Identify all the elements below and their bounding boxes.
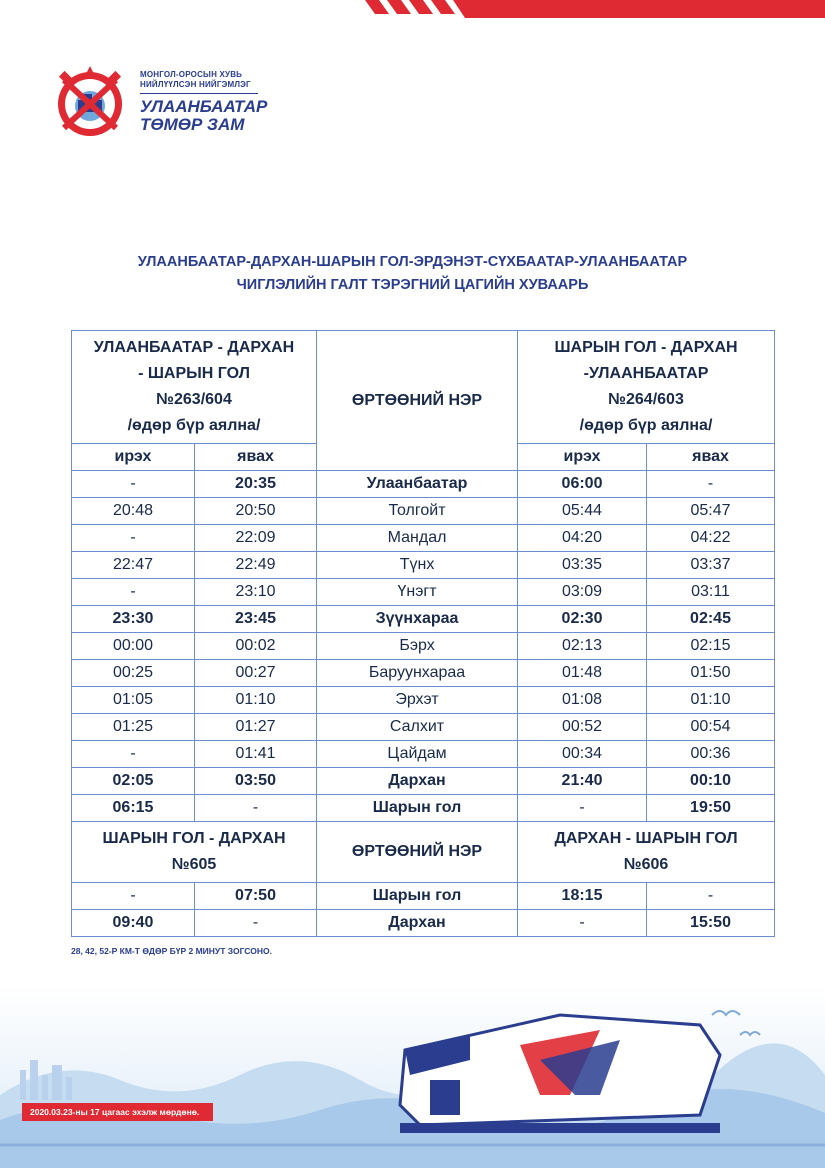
left-depart-header: явах	[195, 444, 317, 471]
right-arrive-time: -	[518, 910, 647, 937]
table-row	[72, 606, 775, 633]
second-right-train-number: №606	[623, 856, 669, 873]
left-arrive-time: 20:48	[72, 498, 195, 525]
page-title	[0, 251, 825, 297]
right-arrive-time: 18:15	[518, 883, 647, 910]
left-arrive-time: 00:00	[72, 633, 195, 660]
right-depart-time: 05:47	[647, 498, 775, 525]
second-header-row	[72, 822, 775, 883]
right-arrive-time: 03:09	[518, 579, 647, 606]
right-arrive-time: 05:44	[518, 498, 647, 525]
header-row	[72, 331, 775, 444]
left-arrive-header: ирэх	[72, 444, 195, 471]
left-arrive-time: -	[72, 883, 195, 910]
left-depart-time: 22:49	[195, 552, 317, 579]
table-row	[72, 795, 775, 822]
table-row	[72, 741, 775, 768]
station-name: Салхит	[317, 714, 518, 741]
station-name: Эрхэт	[317, 687, 518, 714]
railway-emblem-icon	[50, 62, 130, 142]
logo-line-1: МОНГОЛ-ОРОСЫН ХУВЬ	[140, 70, 243, 79]
left-depart-time: 23:10	[195, 579, 317, 606]
right-arrive-time: 02:13	[518, 633, 647, 660]
left-arrive-time: 06:15	[72, 795, 195, 822]
right-depart-time: 00:10	[647, 768, 775, 795]
station-name: Шарын гол	[317, 883, 518, 910]
title-line-1: УЛААНБААТАР-ДАРХАН-ШАРЫН ГОЛ-ЭРДЭНЭТ-СҮХБААТАР-УЛААНБААТАР	[137, 254, 688, 270]
left-arrive-time: -	[72, 471, 195, 498]
left-depart-time: 07:50	[195, 883, 317, 910]
logo-divider	[140, 93, 258, 94]
station-name: Мандал	[317, 525, 518, 552]
right-arrive-time: 06:00	[518, 471, 647, 498]
title-line-2: ЧИГЛЭЛИЙН ГАЛТ ТЭРЭГНИЙ ЦАГИЙН ХУВААРЬ	[236, 277, 589, 293]
station-name: Зүүнхараа	[317, 606, 518, 633]
left-arrive-time: 00:25	[72, 660, 195, 687]
station-name: Баруунхараа	[317, 660, 518, 687]
table-row	[72, 768, 775, 795]
train-scene-illustration	[0, 985, 825, 1168]
right-route-header	[518, 331, 775, 444]
company-logo	[50, 62, 267, 142]
station-name: Дархан	[317, 910, 518, 937]
left-train-number: №263/604	[156, 391, 232, 408]
right-depart-time: 01:10	[647, 687, 775, 714]
right-depart-time: 00:54	[647, 714, 775, 741]
right-depart-time: -	[647, 471, 775, 498]
table-row	[72, 579, 775, 606]
table-row	[72, 660, 775, 687]
footnote: 28, 42, 52-Р КМ-Т ӨДӨР БҮР 2 МИНУТ ЗОГСОНО.	[71, 946, 272, 956]
left-arrive-time: -	[72, 525, 195, 552]
right-depart-time: 02:45	[647, 606, 775, 633]
left-route-line-1: УЛААНБААТАР - ДАРХАН	[93, 339, 295, 356]
right-arrive-time: 03:35	[518, 552, 647, 579]
second-left-train-number: №605	[171, 856, 217, 873]
table-row	[72, 714, 775, 741]
station-name: Толгойт	[317, 498, 518, 525]
right-arrive-time: 01:08	[518, 687, 647, 714]
station-name: Шарын гол	[317, 795, 518, 822]
right-depart-time: 03:37	[647, 552, 775, 579]
right-depart-time: 04:22	[647, 525, 775, 552]
right-depart-header: явах	[647, 444, 775, 471]
right-train-number: №264/603	[608, 391, 684, 408]
effective-date-badge: 2020.03.23-ны 17 цагаас эхэлж мөрдөнө.	[22, 1103, 213, 1121]
right-depart-time: 03:11	[647, 579, 775, 606]
table-row	[72, 552, 775, 579]
left-arrive-time: 02:05	[72, 768, 195, 795]
table-row	[72, 687, 775, 714]
table-row	[72, 883, 775, 910]
right-route-line-2: -УЛААНБААТАР	[583, 365, 709, 382]
second-right-route-header	[518, 822, 775, 883]
table-row	[72, 498, 775, 525]
left-arrive-time: 09:40	[72, 910, 195, 937]
right-depart-time: -	[647, 883, 775, 910]
left-frequency: /өдөр бүр аялна/	[127, 417, 261, 434]
right-arrive-time: 00:34	[518, 741, 647, 768]
schedule-table	[71, 330, 775, 937]
top-stripes-decoration	[365, 0, 825, 18]
left-depart-time: -	[195, 910, 317, 937]
left-depart-time: -	[195, 795, 317, 822]
second-left-route-header	[72, 822, 317, 883]
right-arrive-time: 00:52	[518, 714, 647, 741]
station-header: ӨРТӨӨНИЙ НЭР	[317, 331, 518, 471]
station-name: Улаанбаатар	[317, 471, 518, 498]
right-depart-time: 01:50	[647, 660, 775, 687]
station-name: Цайдам	[317, 741, 518, 768]
right-arrive-time: 02:30	[518, 606, 647, 633]
right-depart-time: 19:50	[647, 795, 775, 822]
left-depart-time: 03:50	[195, 768, 317, 795]
right-arrive-header: ирэх	[518, 444, 647, 471]
left-depart-time: 01:10	[195, 687, 317, 714]
table-row	[72, 471, 775, 498]
right-arrive-time: -	[518, 795, 647, 822]
right-arrive-time: 01:48	[518, 660, 647, 687]
left-arrive-time: 23:30	[72, 606, 195, 633]
right-frequency: /өдөр бүр аялна/	[579, 417, 713, 434]
left-depart-time: 23:45	[195, 606, 317, 633]
right-depart-time: 15:50	[647, 910, 775, 937]
left-depart-time: 01:27	[195, 714, 317, 741]
logo-line-3: УЛААНБААТАР	[140, 97, 268, 116]
left-route-line-2: - ШАРЫН ГОЛ	[138, 365, 250, 382]
table-row	[72, 633, 775, 660]
left-arrive-time: -	[72, 741, 195, 768]
second-right-route-line-1: ДАРХАН - ШАРЫН ГОЛ	[554, 830, 738, 847]
station-name: Бэрх	[317, 633, 518, 660]
right-depart-time: 02:15	[647, 633, 775, 660]
left-depart-time: 00:27	[195, 660, 317, 687]
left-depart-time: 22:09	[195, 525, 317, 552]
station-name: Үнэгт	[317, 579, 518, 606]
left-depart-time: 00:02	[195, 633, 317, 660]
left-route-header	[72, 331, 317, 444]
logo-line-2: НИЙЛҮҮЛСЭН НИЙГЭМЛЭГ	[140, 80, 251, 89]
left-depart-time: 01:41	[195, 741, 317, 768]
left-arrive-time: -	[72, 579, 195, 606]
right-depart-time: 00:36	[647, 741, 775, 768]
right-arrive-time: 04:20	[518, 525, 647, 552]
second-station-header: ӨРТӨӨНИЙ НЭР	[317, 822, 518, 883]
left-depart-time: 20:35	[195, 471, 317, 498]
logo-line-4: ТӨМӨР ЗАМ	[140, 115, 245, 134]
left-arrive-time: 01:25	[72, 714, 195, 741]
right-route-line-1: ШАРЫН ГОЛ - ДАРХАН	[554, 339, 738, 356]
second-left-route-line-1: ШАРЫН ГОЛ - ДАРХАН	[102, 830, 286, 847]
left-arrive-time: 22:47	[72, 552, 195, 579]
station-name: Дархан	[317, 768, 518, 795]
left-arrive-time: 01:05	[72, 687, 195, 714]
station-name: Түнх	[317, 552, 518, 579]
left-depart-time: 20:50	[195, 498, 317, 525]
table-row	[72, 525, 775, 552]
right-arrive-time: 21:40	[518, 768, 647, 795]
table-row	[72, 910, 775, 937]
